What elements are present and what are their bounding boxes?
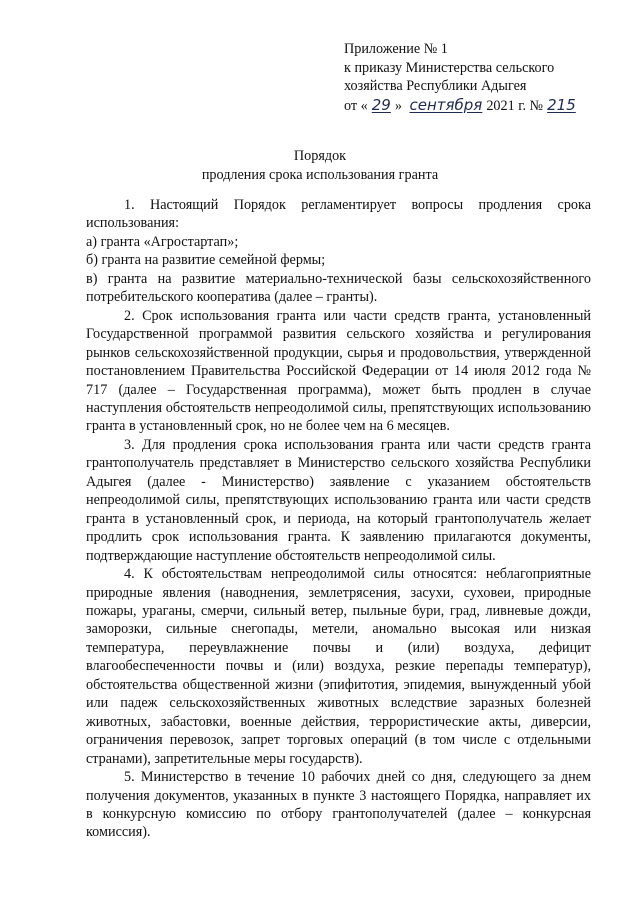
appendix-title: Приложение № 1 [344,41,448,57]
date-year: 2021 г. № [486,97,544,114]
paragraph-2: 2. Срок использования гранта или части средств гранта, установленный Государственной программой развития сельского хозяйства и регулирования рынков сельскохозяйственной продукции, сырья и продовольствия, утвержденной постановлением Правительства Российской Федерации от 14 июля 2012 года № 717 (далее – Государственная программа), может быть продлен в случае наступления обстоятельств непреодолимой силы, препятствующих использованию гранта в установленный срок, но не более чем на 6 месяцев. [86,307,591,435]
handwritten-day: 29 [371,95,391,114]
handwritten-number: 215 [547,95,576,114]
paragraph-1: 1. Настоящий Порядок регламентирует вопросы продления срока использования: [86,197,591,232]
handwritten-month: сентября [409,95,483,114]
appendix-date-line [344,96,614,116]
paragraph-3: 3. Для продления срока использования гранта или части средств гранта грантополучатель представляет в Министерство сельского хозяйства Республики Адыгея (далее - Министерство) заявление с указанием обстоятельств непреодолимой силы, препятствующих использованию гранта или части средств гранта в установленный срок, и периода, на который грантополучатель желает продлить срок использования гранта. К заявлению прилагаются документы, подтверждающие наступление обстоятельств непреодолимой силы. [86,436,591,564]
document-subtitle: продления срока использования гранта [201,167,439,183]
appendix-header [344,40,614,115]
document-title: Порядок [293,148,347,164]
paragraph-1-item-c: в) гранта на развитие материально-технической базы сельскохозяйственного потребительского кооператива (далее – гранты). [86,270,591,306]
date-prefix: от « [344,97,368,114]
date-mid: » [394,97,402,114]
paragraph-4: 4. К обстоятельствам непреодолимой силы относятся: неблагоприятные природные явления (наводнения, землетрясения, засухи, суховеи, природные пожары, ураганы, смерчи, сильный ветер, пыльные бури, град, ливневые дожди, заморозки, сильные снегопады, метели, аномально высокая или низкая температура, переувлажнение почвы и (или) воздуха, дефицит влагообеспеченности почвы и (или) воздуха, резкие перепады температур), обстоятельства общественной жизни (эпифитотия, эпидемия, вынужденный убой или падеж сельскохозяйственных животных вследствие заразных болезней животных, забастовки, военные действия, террористические акты, диверсии, ограничения перевозок, запрет торговых операций (в том числе с отдельными странами), запретительные меры государств). [86,566,591,767]
appendix-ministry-line: хозяйства Республики Адыгея [344,78,527,94]
paragraph-1-item-b: б) гранта на развитие семейной фермы; [86,252,326,269]
document-body [86,196,591,842]
paragraph-1-item-a: а) гранта «Агростартап»; [86,233,239,250]
paragraph-5: 5. Министерство в течение 10 рабочих дней со дня, следующего за днем получения документов, указанных в пункте 3 настоящего Порядка, направляет их в конкурсную комиссию по отбору грантополучателей (далее – конкурсная комиссия). [86,769,591,841]
appendix-order-line: к приказу Министерства сельского [344,59,555,76]
